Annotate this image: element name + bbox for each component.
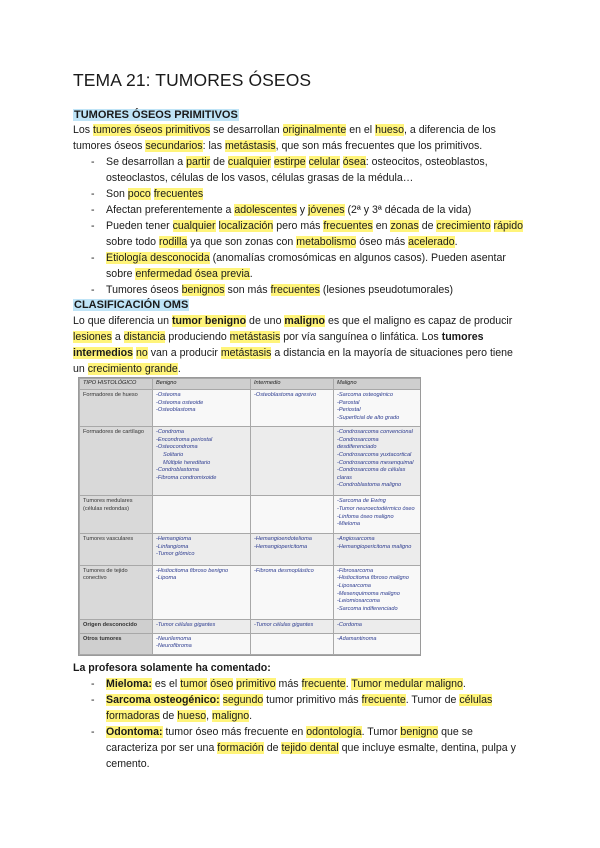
highlighted-text: hueso xyxy=(375,124,404,136)
highlighted-text: cualquier xyxy=(227,156,271,168)
highlighted-text: crecimiento xyxy=(436,220,491,232)
table-cell-entry: -Mieloma xyxy=(337,521,361,528)
list-item xyxy=(73,154,523,186)
highlighted-text: distancia xyxy=(123,331,166,343)
table-cell-benigno xyxy=(153,620,251,633)
highlighted-text: metástasis xyxy=(224,140,276,152)
highlighted-text: formación xyxy=(217,742,264,754)
table-row xyxy=(80,565,421,620)
table-row xyxy=(80,427,421,496)
table-cell-entry: -Condroblastoma maligno xyxy=(337,482,402,489)
text-run: Son xyxy=(106,188,128,200)
table-row xyxy=(80,390,421,427)
table-cell-benigno xyxy=(153,633,251,654)
table-header-type: TIPO HISTOLÓGICO xyxy=(80,379,153,390)
text-run: de xyxy=(210,156,228,168)
table-cell-entry: -Condroma xyxy=(156,429,184,436)
section-heading-profesora: La profesora solamente ha comentado: xyxy=(73,662,271,674)
text-run: son más xyxy=(224,284,271,296)
table-cell-entry: -Neurofibroma xyxy=(156,643,192,650)
table-cell-entry: -Condrosarcoma yuxtacortical xyxy=(337,451,412,458)
text-run: . xyxy=(462,678,466,690)
table-header-maligno: Maligno xyxy=(334,379,421,390)
text-run: Afectan preferentemente a xyxy=(106,204,235,216)
text-run: óseo más xyxy=(356,236,409,248)
highlighted-text: frecuentes xyxy=(270,284,320,296)
table-cell-intermedio xyxy=(251,390,334,427)
highlighted-text: lesiones xyxy=(73,331,112,343)
highlighted-text: metástasis xyxy=(220,347,272,359)
highlighted-text: estirpe xyxy=(273,156,306,168)
text-run: . xyxy=(249,710,253,722)
text-run: (lesiones pseudotumorales) xyxy=(319,284,454,296)
list-item xyxy=(73,186,523,202)
table-cell-entry: Solitario xyxy=(163,451,184,458)
text-run: a distancia en la mayoría de situaciones pero tiene un xyxy=(73,347,513,375)
highlighted-text: intermedios xyxy=(73,347,134,359)
text-run: . xyxy=(345,678,352,690)
text-run: que incluye esmalte, dentina, pulpa y cemento. xyxy=(106,742,516,770)
list-item xyxy=(73,676,523,692)
highlighted-text: metástasis xyxy=(229,331,281,343)
table-cell-entry: -Histiocitoma fibroso benigno xyxy=(156,567,229,574)
table-cell-intermedio xyxy=(251,534,334,566)
highlighted-text: maligno xyxy=(212,710,250,722)
table-cell-maligno xyxy=(334,390,421,427)
highlighted-text: Odontoma: xyxy=(106,726,163,738)
highlighted-text: no xyxy=(136,347,148,359)
highlighted-text: maligno xyxy=(284,315,326,327)
table-cell-entry: -Tumor glómico xyxy=(156,551,195,558)
primitivos-bullet-list xyxy=(73,154,523,298)
highlighted-text: ósea xyxy=(342,156,366,168)
text-run: tumor óseo más frecuente en xyxy=(162,726,307,738)
table-cell-entry: -Periostal xyxy=(337,407,361,414)
text-run: , xyxy=(206,710,213,722)
table-cell-maligno xyxy=(334,496,421,534)
oms-intro xyxy=(73,313,523,377)
highlighted-text: segundo xyxy=(222,694,264,706)
table-cell-entry: -Adamantinoma xyxy=(337,635,377,642)
text-run: a xyxy=(111,331,124,343)
highlighted-text: Tumor medular maligno xyxy=(351,678,463,690)
text-run: ya que son zonas con xyxy=(187,236,297,248)
table-cell-type: Origen desconocido xyxy=(80,620,153,633)
highlighted-text: poco xyxy=(127,188,151,200)
table-cell-maligno xyxy=(334,534,421,566)
table-cell-entry: -Tumor neuroectodérmico óseo xyxy=(337,505,415,512)
highlighted-text: benignos xyxy=(181,284,225,296)
table-cell-entry: -Condrosarcoma de células claras xyxy=(337,467,406,481)
table-cell-entry: -Encondroma periostal xyxy=(156,436,213,443)
text-run: . Tumor xyxy=(361,726,401,738)
table-cell-maligno xyxy=(334,427,421,496)
text-run: . xyxy=(177,363,181,375)
text-run: van a producir xyxy=(147,347,221,359)
table-cell-entry: -Lipoma xyxy=(156,575,177,582)
table-cell-type: Tumores vasculares xyxy=(80,534,153,566)
table-cell-type: Formadores de hueso xyxy=(80,390,153,427)
table-cell-entry: -Angiosarcoma xyxy=(337,536,375,543)
highlighted-text: Mieloma: xyxy=(106,678,152,690)
table-cell-intermedio xyxy=(251,496,334,534)
table-cell-entry: -Osteoma osteoide xyxy=(156,399,204,406)
text-run: por vía sanguínea o linfática. Los xyxy=(280,331,442,343)
text-run: que se caracteriza por ser una xyxy=(106,726,473,754)
text-run: de xyxy=(159,710,178,722)
highlighted-text: acelerado xyxy=(408,236,455,248)
highlighted-text: crecimiento grande xyxy=(87,363,178,375)
table-cell-entry: -Osteoma xyxy=(156,392,181,398)
list-item xyxy=(73,218,523,250)
text-run: (2ª y 3ª década de la vida) xyxy=(344,204,472,216)
table-cell-maligno xyxy=(334,633,421,654)
highlighted-text: metabolismo xyxy=(296,236,357,248)
text-run: Se desarrollan a xyxy=(106,156,187,168)
highlighted-text: frecuente xyxy=(361,694,406,706)
text-run: es el xyxy=(151,678,181,690)
text-run: en el xyxy=(346,124,376,136)
text-run: de xyxy=(418,220,437,232)
highlighted-text: enfermedad ósea previa xyxy=(135,268,250,280)
highlighted-text: tumores óseos primitivos xyxy=(93,124,211,136)
text-run: , a diferencia de los tumores óseos xyxy=(73,124,496,152)
table-cell-entry: -Cordoma xyxy=(337,622,362,629)
profesora-bullet-list xyxy=(73,676,523,772)
table-cell-entry: -Hemangiopericitoma xyxy=(254,543,308,550)
table-cell-entry: -Linfangioma xyxy=(156,543,189,550)
list-item xyxy=(73,282,523,298)
highlighted-text: Sarcoma osteogénico: xyxy=(106,694,220,706)
table-cell-entry: -Hemangioma xyxy=(156,536,192,543)
table-cell-entry: -Sarcoma de Ewing xyxy=(337,498,386,505)
table-cell-entry: -Osteoblastoma agresivo xyxy=(254,392,317,398)
highlighted-text: cualquier xyxy=(172,220,216,232)
table-cell-entry: -Condrosarcoma convencional xyxy=(337,429,413,436)
text-run: de xyxy=(263,742,282,754)
text-run: más xyxy=(275,678,302,690)
table-cell-entry: -Tumor células gigantes xyxy=(156,622,216,629)
highlighted-text: óseo xyxy=(210,678,234,690)
table-cell-type: Otros tumores xyxy=(80,633,153,654)
table-cell-entry: -Superficial de alto grado xyxy=(337,414,400,421)
highlighted-text: hueso xyxy=(177,710,207,722)
table-cell-maligno xyxy=(334,565,421,620)
table-row xyxy=(80,633,421,654)
highlighted-text: partir xyxy=(186,156,211,168)
table-cell-entry: -Histiocitoma fibroso maligno xyxy=(337,575,409,582)
table-cell-entry: -Leiomiosarcoma xyxy=(337,598,380,605)
text-run: : osteocitos, osteoblastos, osteoclastos, células de los vasos, células grasas de la médula… xyxy=(106,156,488,184)
table-cell-benigno xyxy=(153,427,251,496)
highlighted-text: adolescentes xyxy=(234,204,297,216)
text-run: pero más xyxy=(273,220,324,232)
table-cell-type: Formadores de cartílago xyxy=(80,427,153,496)
text-run: sobre todo xyxy=(106,236,160,248)
highlighted-text: secundarios xyxy=(145,140,203,152)
text-run: Los xyxy=(73,124,94,136)
table-body xyxy=(80,390,421,655)
text-run: . Tumor de xyxy=(405,694,460,706)
highlighted-text: tumor xyxy=(180,678,208,690)
list-item xyxy=(73,692,523,724)
text-run: y xyxy=(296,204,309,216)
text-run: tumor primitivo más xyxy=(263,694,362,706)
text-run: : las xyxy=(202,140,225,152)
table-cell-entry: -Neurilemoma xyxy=(156,635,192,642)
section-heading-oms xyxy=(73,299,189,311)
table-cell-type: Tumores medulares (células redondas) xyxy=(80,496,153,534)
page-title: TEMA 21: TUMORES ÓSEOS xyxy=(73,70,312,90)
highlighted-text: zonas xyxy=(390,220,419,232)
highlighted-text: originalmente xyxy=(282,124,347,136)
highlighted-text: rodilla xyxy=(159,236,188,248)
table-cell-entry: -Liposarcoma xyxy=(337,582,371,589)
table-cell-intermedio xyxy=(251,427,334,496)
table-cell-benigno xyxy=(153,534,251,566)
section-heading-primitivos-text: TUMORES ÓSEOS PRIMITIVOS xyxy=(74,109,238,121)
table-cell-intermedio xyxy=(251,620,334,633)
table-cell-intermedio xyxy=(251,565,334,620)
table-cell-entry: Múltiple hereditario xyxy=(163,459,211,466)
table-cell-entry: -Parostal xyxy=(337,399,360,406)
text-run: Lo que diferencia un xyxy=(73,315,172,327)
highlighted-text: Etiología desconocida xyxy=(106,252,210,264)
highlighted-text: frecuentes xyxy=(323,220,373,232)
text-run: en xyxy=(372,220,391,232)
table-cell-benigno xyxy=(153,565,251,620)
highlighted-text: primitivo xyxy=(236,678,276,690)
table-header-benigno: Benigno xyxy=(153,379,251,390)
text-run: es que el maligno es capaz de producir xyxy=(325,315,513,327)
table-row xyxy=(80,534,421,566)
who-classification-table xyxy=(78,377,421,656)
list-item xyxy=(73,250,523,282)
table-cell-intermedio xyxy=(251,633,334,654)
table-cell-entry: -Sarcoma osteogénico xyxy=(337,392,393,398)
highlighted-text: localización xyxy=(218,220,274,232)
table-cell-entry: -Tumor células gigantes xyxy=(254,622,314,629)
list-item xyxy=(73,202,523,218)
highlighted-text: frecuentes xyxy=(153,188,204,200)
table-cell-entry: -Linfoma óseo maligno xyxy=(337,513,394,520)
table-cell-entry: -Condrosarcoma desdiferenciado xyxy=(337,436,379,451)
table-cell-entry: -Condrosarcoma mesenquimal xyxy=(337,459,414,466)
highlighted-text: odontología xyxy=(306,726,362,738)
section-heading-primitivos xyxy=(73,109,239,121)
table-cell-entry: -Fibroma desmoplástico xyxy=(254,567,314,574)
table-cell-entry: -Mesenquimoma maligno xyxy=(337,590,400,597)
text-run: tumores xyxy=(441,331,484,343)
text-run: , que son más frecuentes que los primitivos. xyxy=(275,140,483,152)
table-cell-entry: -Osteocondroma xyxy=(156,444,198,451)
highlighted-text: frecuente xyxy=(301,678,346,690)
table-cell-entry: -Osteoblastoma xyxy=(156,407,196,414)
text-run: . xyxy=(249,268,253,280)
highlighted-text: células formadoras xyxy=(106,694,493,722)
highlighted-text: tumor benigno xyxy=(171,315,247,327)
table-row xyxy=(80,496,421,534)
list-item xyxy=(73,724,523,772)
table-cell-type: Tumores de tejido conectivo xyxy=(80,565,153,620)
table-row xyxy=(80,620,421,633)
highlighted-text: tejido dental xyxy=(281,742,339,754)
table-cell-entry: -Hemangioendotelioma xyxy=(254,536,312,543)
section-heading-oms-text: CLASIFICACIÓN OMS xyxy=(74,299,189,311)
table-cell-benigno xyxy=(153,390,251,427)
table-cell-benigno xyxy=(153,496,251,534)
table-cell-entry: -Fibrosarcoma xyxy=(337,567,374,574)
text-run: Tumores óseos xyxy=(106,284,182,296)
text-run: se desarrollan xyxy=(210,124,283,136)
primitivos-intro xyxy=(73,122,523,154)
table-cell-maligno xyxy=(334,620,421,633)
table-cell-entry: -Sarcoma indiferenciado xyxy=(337,605,398,612)
highlighted-text: celular xyxy=(308,156,340,168)
text-run: Pueden tener xyxy=(106,220,173,232)
table-header-intermedio: Intermedio xyxy=(251,379,334,390)
text-run: (anomalías cromosómicas en algunos casos). Pueden asentar sobre xyxy=(106,252,506,280)
table-cell-entry: -Fibroma condromixoide xyxy=(156,474,217,481)
table-cell-entry: -Hemangiopericitoma maligno xyxy=(337,543,412,550)
text-run: de uno xyxy=(246,315,285,327)
highlighted-text: rápido xyxy=(493,220,523,232)
highlighted-text: jóvenes xyxy=(308,204,345,216)
highlighted-text: benigno xyxy=(400,726,439,738)
text-run: . xyxy=(454,236,458,248)
table-cell-entry: -Condroblastoma xyxy=(156,467,199,474)
text-run: produciendo xyxy=(165,331,230,343)
